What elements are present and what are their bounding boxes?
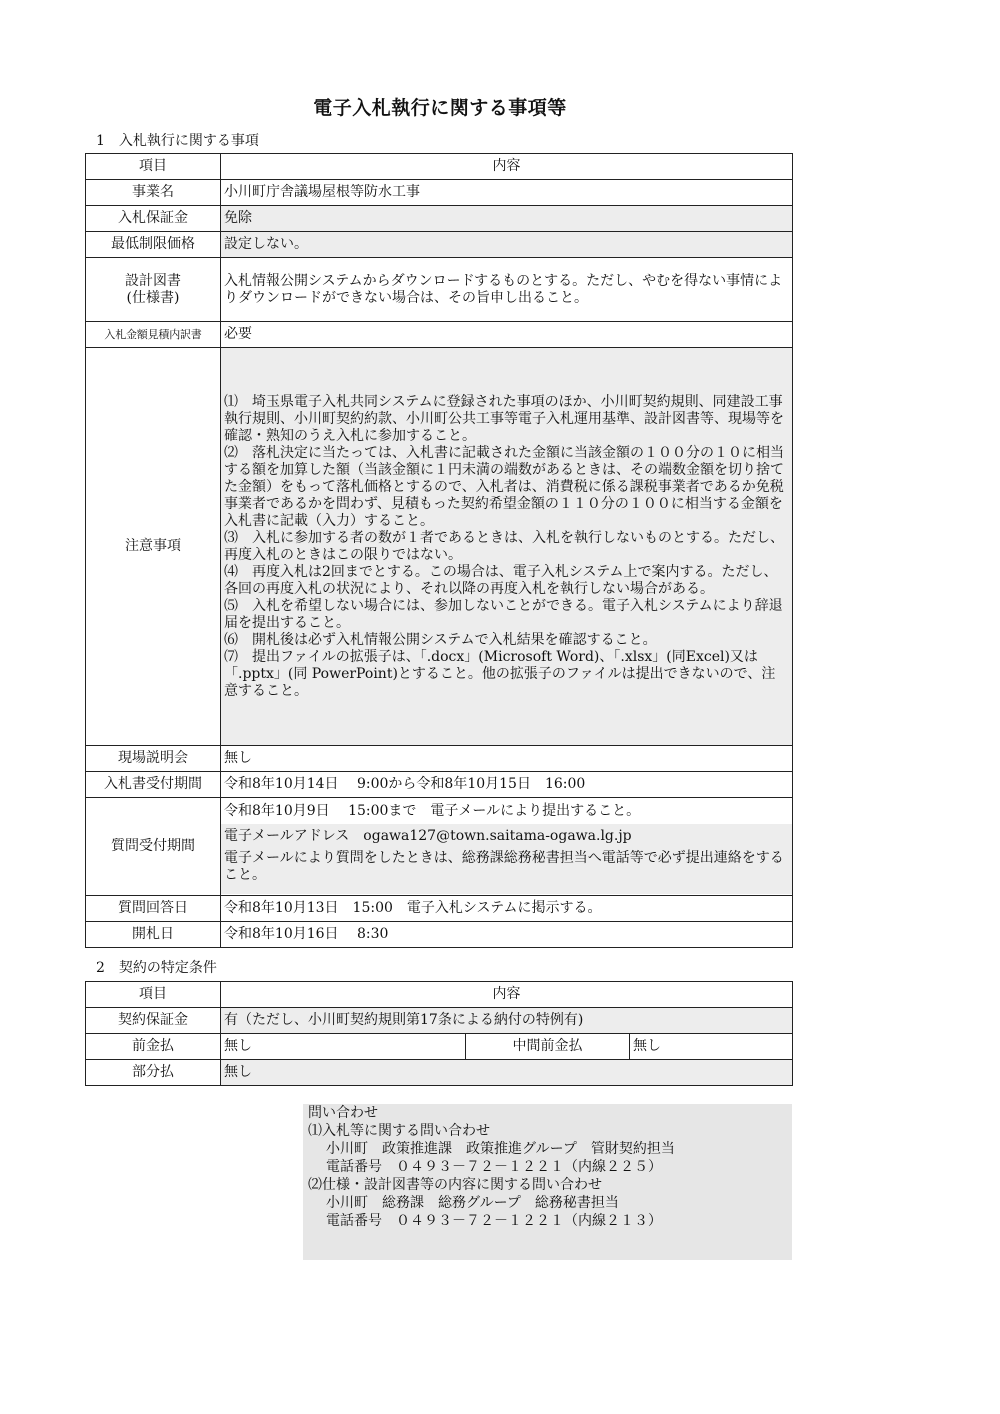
label-design-docs — [86, 258, 221, 322]
section2-heading: 2 契約の特定条件 — [96, 960, 217, 976]
value-estimate: 必要 — [221, 322, 793, 348]
value-mid-advance: 無し — [630, 1034, 793, 1060]
row-design-docs — [86, 258, 793, 322]
row-estimate — [86, 322, 793, 348]
question-period-note: 電子メールにより質問をしたときは、総務課総務秘書担当へ電話等で必ず提出連絡をすること。 — [221, 850, 792, 894]
label-bid-period: 入札書受付期間 — [86, 772, 221, 798]
question-period-email: 電子メールアドレス ogawa127@town.saitama-ogawa.lg.jp — [221, 824, 792, 850]
row-bid-period — [86, 772, 793, 798]
note-item-2: ⑵ 落札決定に当たっては、入札書に記載された金額に当該金額の１００分の１０に相当する額を加算した額（当該金額に１円未満の端数があるときは、その端数金額を切り捨てた金額）をもって落札価格とするので、入札者は、消費税に係る課税事業者であるか免税事業者であるかを問わず、見積もった契約希望金額の１１０分の１００に相当する金額を入札書に記載（入力）すること。 — [224, 444, 784, 529]
contact-q2-dept: 小川町 総務課 総務グループ 総務秘書担当 — [326, 1195, 619, 1211]
label-mid-advance: 中間前金払 — [466, 1034, 630, 1060]
row-bid-bond — [86, 206, 793, 232]
label-answer-date: 質問回答日 — [86, 896, 221, 922]
contact-q1-title: ⑴入札等に関する問い合わせ — [308, 1123, 490, 1139]
header-content: 内容 — [221, 154, 793, 180]
label-notes: 注意事項 — [86, 348, 221, 746]
value-notes — [221, 348, 793, 746]
value-answer-date: 令和8年10月13日 15:00 電子入札システムに掲示する。 — [221, 896, 793, 922]
row-notes — [86, 348, 793, 746]
contact-q1-phone: 電話番号 ０４９３－７２－１２２１（内線２２５） — [326, 1159, 662, 1175]
row-contract-bond — [86, 1008, 793, 1034]
value-question-period — [221, 798, 793, 896]
value-partial: 無し — [221, 1060, 793, 1086]
page-title — [0, 93, 880, 120]
header-item: 項目 — [86, 154, 221, 180]
value-opening-date: 令和8年10月16日 8:30 — [221, 922, 793, 948]
row-min-price — [86, 232, 793, 258]
note-item-3: ⑶ 入札に参加する者の数が１者であるときは、入札を執行しないものとする。ただし、再度入札のときはこの限りではない。 — [224, 529, 784, 563]
contact-q2-phone: 電話番号 ０４９３－７２－１２２１（内線２１３） — [326, 1213, 662, 1229]
note-item-1: ⑴ 埼玉県電子入札共同システムに登録された事項のほか、小川町契約規則、同建設工事執行規則、小川町契約約款、小川町公共工事等電子入札運用基準、設計図書等、現場等を確認・熟知のうえ入札に参加すること。 — [224, 393, 784, 444]
row-site-briefing — [86, 746, 793, 772]
question-period-line1: 令和8年10月9日 15:00まで 電子メールにより提出すること。 — [221, 800, 792, 824]
table2-header-row — [86, 982, 793, 1008]
label-contract-bond: 契約保証金 — [86, 1008, 221, 1034]
note-item-5: ⑸ 入札を希望しない場合には、参加しないことができる。電子入札システムにより辞退届を提出すること。 — [224, 597, 783, 631]
contract-conditions-table — [85, 981, 793, 1086]
label-bid-bond: 入札保証金 — [86, 206, 221, 232]
label-site-briefing: 現場説明会 — [86, 746, 221, 772]
label-min-price: 最低制限価格 — [86, 232, 221, 258]
row-partial — [86, 1060, 793, 1086]
value-min-price: 設定しない。 — [221, 232, 793, 258]
value-contract-bond: 有（ただし、小川町契約規則第17条による納付の特例有) — [221, 1008, 793, 1034]
note-item-4: ⑷ 再度入札は2回までとする。この場合は、電子入札システム上で案内する。ただし、各回の再度入札の状況により、それ以降の再度入札を執行しない場合がある。 — [224, 563, 778, 597]
value-project-name: 小川町庁舎議場屋根等防水工事 — [221, 180, 793, 206]
contact-q2-title: ⑵仕様・設計図書等の内容に関する問い合わせ — [308, 1177, 602, 1193]
label-design-docs-line1: 設計図書 — [125, 272, 181, 289]
note-item-7: ⑺ 提出ファイルの拡張子は、「.docx」(Microsoft Word)、「.xlsx」(同Excel)又は「.pptx」(同 PowerPoint)とすること。他の拡張子のファイルは提出できないので、注意すること。 — [224, 648, 776, 699]
value-design-docs: 入札情報公開システムからダウンロードするものとする。ただし、やむを得ない事情によりダウンロードができない場合は、その旨申し出ること。 — [221, 258, 793, 322]
bid-execution-table — [85, 153, 793, 948]
label-partial: 部分払 — [86, 1060, 221, 1086]
page-title-text: 電子入札執行に関する事項等 — [313, 97, 567, 119]
row-advance — [86, 1034, 793, 1060]
label-estimate: 入札金額見積内訳書 — [86, 322, 221, 348]
label-design-docs-line2: (仕様書) — [126, 289, 180, 306]
section1-heading: 1 入札執行に関する事項 — [96, 133, 259, 149]
contact-heading: 問い合わせ — [308, 1105, 378, 1121]
label-advance: 前金払 — [86, 1034, 221, 1060]
label-opening-date: 開札日 — [86, 922, 221, 948]
value-advance: 無し — [221, 1034, 466, 1060]
contact-box — [303, 1104, 792, 1260]
value-bid-period: 令和8年10月14日 9:00から令和8年10月15日 16:00 — [221, 772, 793, 798]
value-bid-bond: 免除 — [221, 206, 793, 232]
header2-item: 項目 — [86, 982, 221, 1008]
value-site-briefing: 無し — [221, 746, 793, 772]
contact-q1-dept: 小川町 政策推進課 政策推進グループ 管財契約担当 — [326, 1141, 675, 1157]
table-header-row — [86, 154, 793, 180]
row-question-period — [86, 798, 793, 896]
row-opening-date — [86, 922, 793, 948]
label-question-period: 質問受付期間 — [86, 798, 221, 896]
row-project-name — [86, 180, 793, 206]
header2-content: 内容 — [221, 982, 793, 1008]
row-answer-date — [86, 896, 793, 922]
label-project-name: 事業名 — [86, 180, 221, 206]
note-item-6: ⑹ 開札後は必ず入札情報公開システムで入札結果を確認すること。 — [224, 631, 657, 648]
